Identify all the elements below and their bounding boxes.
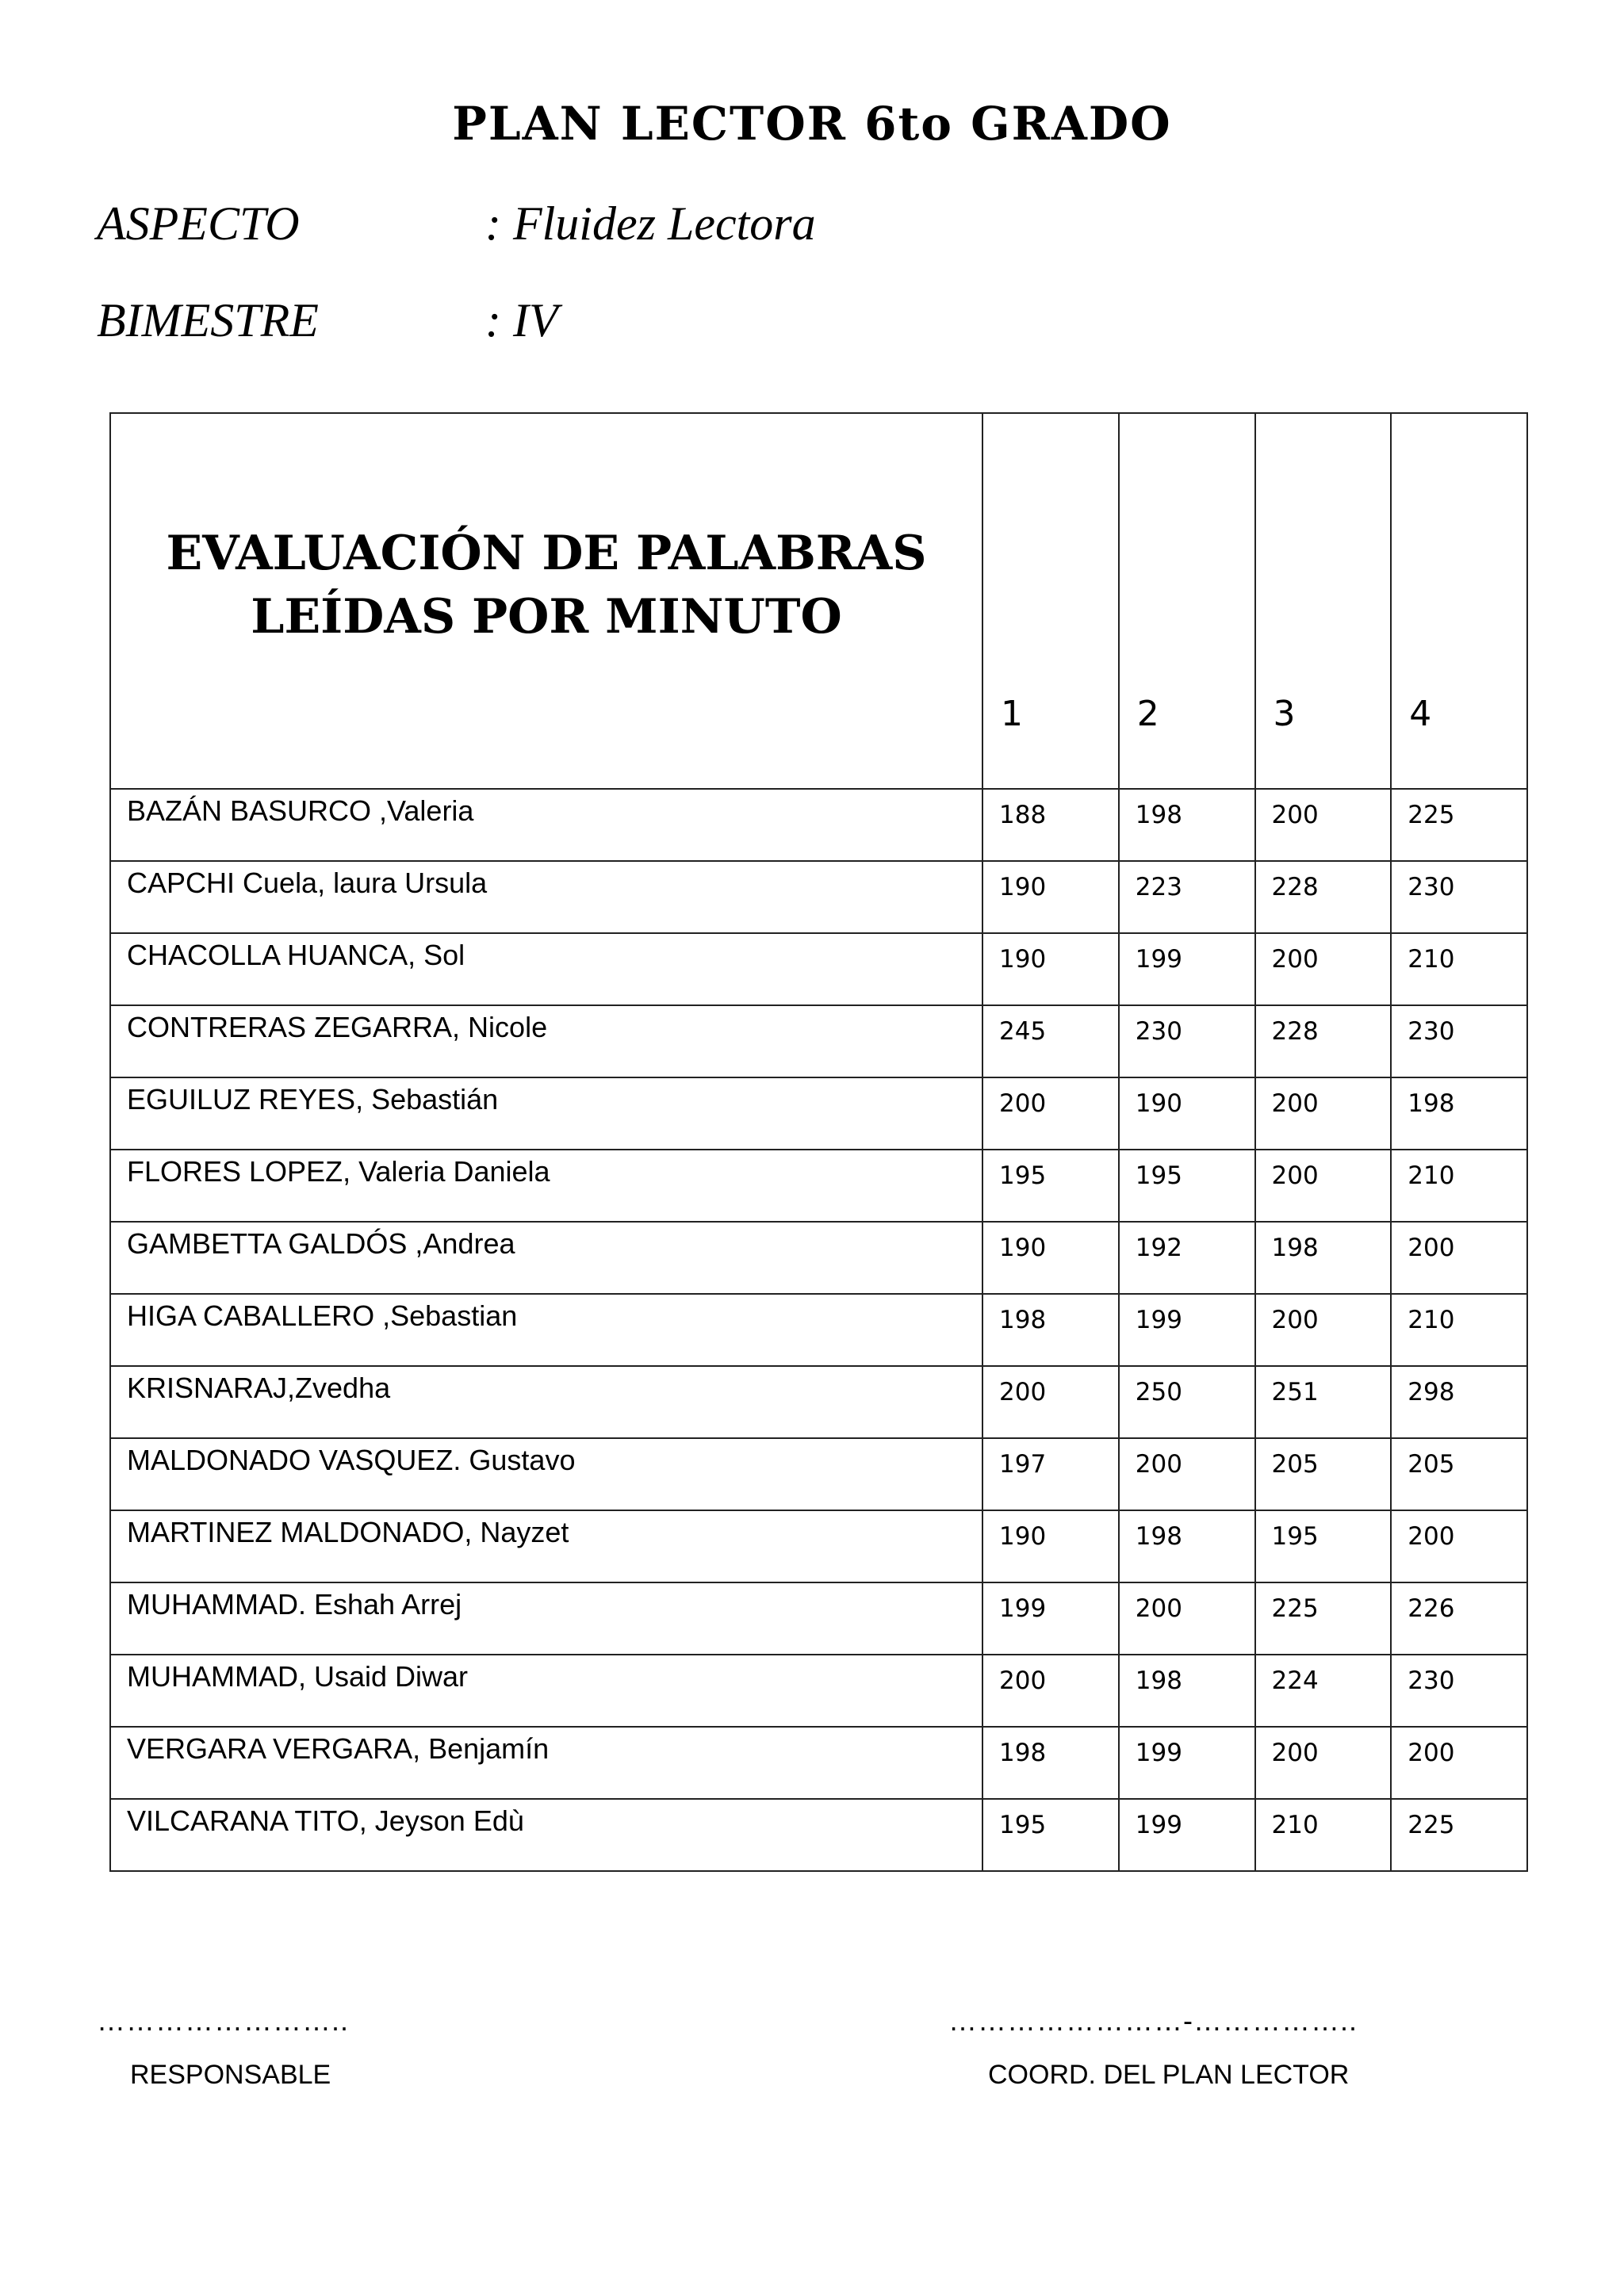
score-cell: 230 (1391, 1005, 1527, 1077)
score-cell: 190 (982, 1510, 1119, 1582)
student-name-cell: MARTINEZ MALDONADO, Nayzet (110, 1510, 982, 1582)
score-cell: 228 (1255, 861, 1392, 933)
table-row (110, 1077, 1527, 1150)
score-cell: 195 (1255, 1510, 1392, 1582)
score-cell: 251 (1255, 1366, 1392, 1438)
score-cell: 190 (1119, 1077, 1255, 1150)
student-name-cell: MUHAMMAD. Eshah Arrej (110, 1582, 982, 1655)
table-header-row (110, 413, 1527, 789)
table-row (110, 1582, 1527, 1655)
score-cell: 200 (1119, 1582, 1255, 1655)
column-header: 2 (1119, 413, 1255, 789)
score-cell: 230 (1119, 1005, 1255, 1077)
score-cell: 230 (1391, 861, 1527, 933)
score-cell: 190 (982, 1222, 1119, 1294)
table-row (110, 789, 1527, 861)
score-cell: 188 (982, 789, 1119, 861)
table-row (110, 1366, 1527, 1438)
score-cell: 198 (1119, 1655, 1255, 1727)
student-name-cell: GAMBETTA GALDÓS ,Andrea (110, 1222, 982, 1294)
signature-caption: COORD. DEL PLAN LECTOR (988, 2060, 1350, 2090)
page-title: PLAN LECTOR 6to GRADO (452, 97, 1172, 151)
signature-caption: RESPONSABLE (130, 2060, 331, 2090)
table-row (110, 1294, 1527, 1366)
score-cell: 230 (1391, 1655, 1527, 1727)
table-row (110, 1150, 1527, 1222)
score-cell: 195 (982, 1799, 1119, 1871)
score-cell: 200 (1119, 1438, 1255, 1510)
table-row (110, 933, 1527, 1005)
score-cell: 210 (1255, 1799, 1392, 1871)
score-cell: 225 (1255, 1582, 1392, 1655)
student-name-cell: MALDONADO VASQUEZ. Gustavo (110, 1438, 982, 1510)
student-name-cell: FLORES LOPEZ, Valeria Daniela (110, 1150, 982, 1222)
student-name-cell: KRISNARAJ,Zvedha (110, 1366, 982, 1438)
aspecto-value: : Fluidez Lectora (485, 197, 816, 250)
score-cell: 200 (1255, 933, 1392, 1005)
student-name-cell: EGUILUZ REYES, Sebastián (110, 1077, 982, 1150)
score-cell: 225 (1391, 789, 1527, 861)
table-body (110, 789, 1527, 1871)
score-cell: 198 (1391, 1077, 1527, 1150)
table-row (110, 1438, 1527, 1510)
score-cell: 199 (1119, 933, 1255, 1005)
student-name-cell: MUHAMMAD, Usaid Diwar (110, 1655, 982, 1727)
table-row (110, 1005, 1527, 1077)
score-cell: 190 (982, 861, 1119, 933)
score-cell: 210 (1391, 1294, 1527, 1366)
score-cell: 200 (1255, 1077, 1392, 1150)
score-cell: 200 (982, 1366, 1119, 1438)
score-cell: 199 (1119, 1294, 1255, 1366)
student-name-cell: HIGA CABALLERO ,Sebastian (110, 1294, 982, 1366)
score-cell: 200 (1255, 1150, 1392, 1222)
score-cell: 200 (1255, 1294, 1392, 1366)
score-cell: 200 (1391, 1727, 1527, 1799)
score-cell: 210 (1391, 1150, 1527, 1222)
table-row (110, 1655, 1527, 1727)
score-cell: 199 (1119, 1727, 1255, 1799)
score-cell: 250 (1119, 1366, 1255, 1438)
table-row (110, 1510, 1527, 1582)
column-header: 3 (1255, 413, 1392, 789)
score-cell: 198 (1119, 1510, 1255, 1582)
score-cell: 224 (1255, 1655, 1392, 1727)
bimestre-label: BIMESTRE (97, 294, 319, 346)
student-name-cell: VILCARANA TITO, Jeyson Edù (110, 1799, 982, 1871)
score-cell: 223 (1119, 861, 1255, 933)
student-name-cell: BAZÁN BASURCO ,Valeria (110, 789, 982, 861)
table-row (110, 1727, 1527, 1799)
column-header: 4 (1391, 413, 1527, 789)
table-row (110, 1799, 1527, 1871)
score-cell: 200 (982, 1655, 1119, 1727)
table-row (110, 861, 1527, 933)
score-cell: 200 (1391, 1222, 1527, 1294)
student-name-cell: CHACOLLA HUANCA, Sol (110, 933, 982, 1005)
score-cell: 195 (1119, 1150, 1255, 1222)
score-cell: 198 (1119, 789, 1255, 861)
score-cell: 205 (1255, 1438, 1392, 1510)
aspecto-label: ASPECTO (97, 197, 300, 250)
score-cell: 298 (1391, 1366, 1527, 1438)
column-header: 1 (982, 413, 1119, 789)
signature-line: ……………………-…………….. (948, 2004, 1358, 2037)
student-name-cell: VERGARA VERGARA, Benjamín (110, 1727, 982, 1799)
reading-evaluation-table (109, 412, 1528, 1872)
score-cell: 200 (1391, 1510, 1527, 1582)
score-cell: 198 (982, 1727, 1119, 1799)
student-name-cell: CAPCHI Cuela, laura Ursula (110, 861, 982, 933)
score-cell: 195 (982, 1150, 1119, 1222)
score-cell: 226 (1391, 1582, 1527, 1655)
score-cell: 225 (1391, 1799, 1527, 1871)
score-cell: 210 (1391, 933, 1527, 1005)
bimestre-value: : IV (485, 294, 558, 346)
table-row (110, 1222, 1527, 1294)
score-cell: 199 (982, 1582, 1119, 1655)
score-cell: 190 (982, 933, 1119, 1005)
student-name-cell: CONTRERAS ZEGARRA, Nicole (110, 1005, 982, 1077)
table-heading: EVALUACIÓN DE PALABRAS LEÍDAS POR MINUTO (110, 413, 982, 789)
score-cell: 228 (1255, 1005, 1392, 1077)
score-cell: 199 (1119, 1799, 1255, 1871)
score-cell: 200 (982, 1077, 1119, 1150)
score-cell: 245 (982, 1005, 1119, 1077)
score-cell: 198 (1255, 1222, 1392, 1294)
signature-line: …………………….. (97, 2004, 350, 2037)
score-cell: 200 (1255, 789, 1392, 861)
score-cell: 192 (1119, 1222, 1255, 1294)
score-cell: 197 (982, 1438, 1119, 1510)
score-cell: 198 (982, 1294, 1119, 1366)
score-cell: 200 (1255, 1727, 1392, 1799)
score-cell: 205 (1391, 1438, 1527, 1510)
